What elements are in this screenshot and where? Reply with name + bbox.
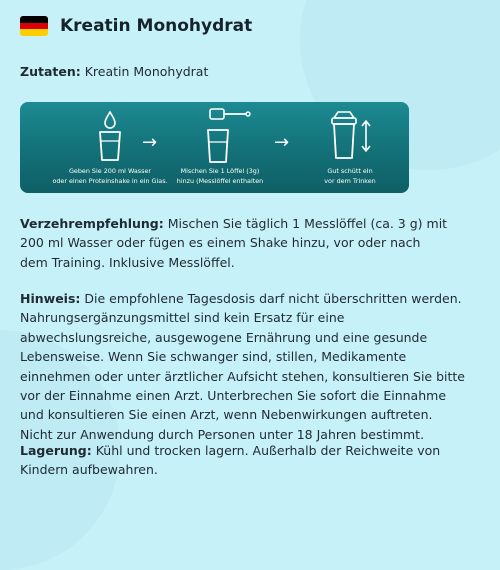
storage-line (20, 441, 480, 460)
product-title: Kreatin Monohydrat (60, 16, 253, 36)
glass-with-drop-icon (97, 110, 123, 162)
step-3-text (300, 166, 400, 186)
shaker-icon (330, 108, 374, 166)
usage-text-1: Mischen Sie täglich 1 Messlöffel (ca. 3 g) mit (163, 216, 448, 231)
step-1-line-2: oder einen Proteinshake in ein Glas. (52, 177, 168, 185)
german-flag-icon (20, 16, 48, 36)
warning-line (20, 289, 480, 308)
usage-line: dem Training. Inklusive Messlöffel. (20, 254, 235, 270)
warning-line: Nicht zur Anwendung durch Personen unter 18 Jahren bestimmt. (20, 426, 425, 442)
storage-section (20, 441, 480, 480)
ingredients-value: Kreatin Monohydrat (84, 64, 209, 79)
flag-stripe-black (20, 16, 48, 23)
storage-text-1: Kühl und trocken lagern. Außerhalb der Reichweite von (91, 443, 441, 458)
scoop-into-glass-icon (206, 106, 258, 166)
storage-label: Lagerung: (20, 443, 92, 458)
ingredients-label: Zutaten: (20, 64, 81, 79)
warning-line: abwechslungsreiche, ausgewogene Ernährung und eine gesunde (20, 329, 428, 345)
header (20, 16, 252, 36)
storage-line: Kindern aufbewahren. (20, 462, 158, 478)
step-1-line-1: Geben Sie 200 ml Wasser (68, 167, 152, 175)
usage-section (20, 214, 480, 272)
usage-label: Verzehrempfehlung: (20, 216, 164, 231)
step-2-text (160, 166, 280, 186)
arrow-right-icon: → (274, 132, 290, 153)
step-3-line-2: vor dem Trinken (324, 177, 376, 185)
warning-line: vor der Einnahme einen Arzt. Unterbrechen Sie sofort die Einnahme (20, 388, 447, 404)
usage-line: 200 ml Wasser oder fügen es einem Shake hinzu, vor oder nach (20, 235, 421, 251)
preparation-banner (20, 102, 409, 193)
step-2-line-1: Mischen Sie 1 Löffel (3g) (180, 167, 260, 175)
warning-line: und konsultieren Sie einen Arzt, wenn Nebenwirkungen auftreten. (20, 407, 433, 423)
arrow-right-icon: → (142, 132, 158, 153)
step-3-line-1: Gut schütt eln (327, 167, 373, 175)
warning-line: Lebensweise. Wenn Sie schwanger sind, stillen, Medikamente (20, 349, 407, 365)
warning-line: einnehmen oder unter ärztlicher Aufsicht stehen, konsultieren Sie bitte (20, 368, 465, 384)
ingredients-row (20, 62, 208, 81)
step-2-line-2: hinzu (Messlöffel enthalten (176, 177, 264, 185)
flag-stripe-gold (20, 29, 48, 36)
warning-text-1: Die empfohlene Tagesdosis darf nicht überschritten werden. (80, 291, 462, 306)
warning-section (20, 289, 480, 444)
warning-label: Hinweis: (20, 291, 81, 306)
warning-line: Nahrungsergänzungsmittel sind kein Ersatz für eine (20, 310, 345, 326)
flag-stripe-red (20, 23, 48, 30)
usage-line (20, 214, 480, 233)
